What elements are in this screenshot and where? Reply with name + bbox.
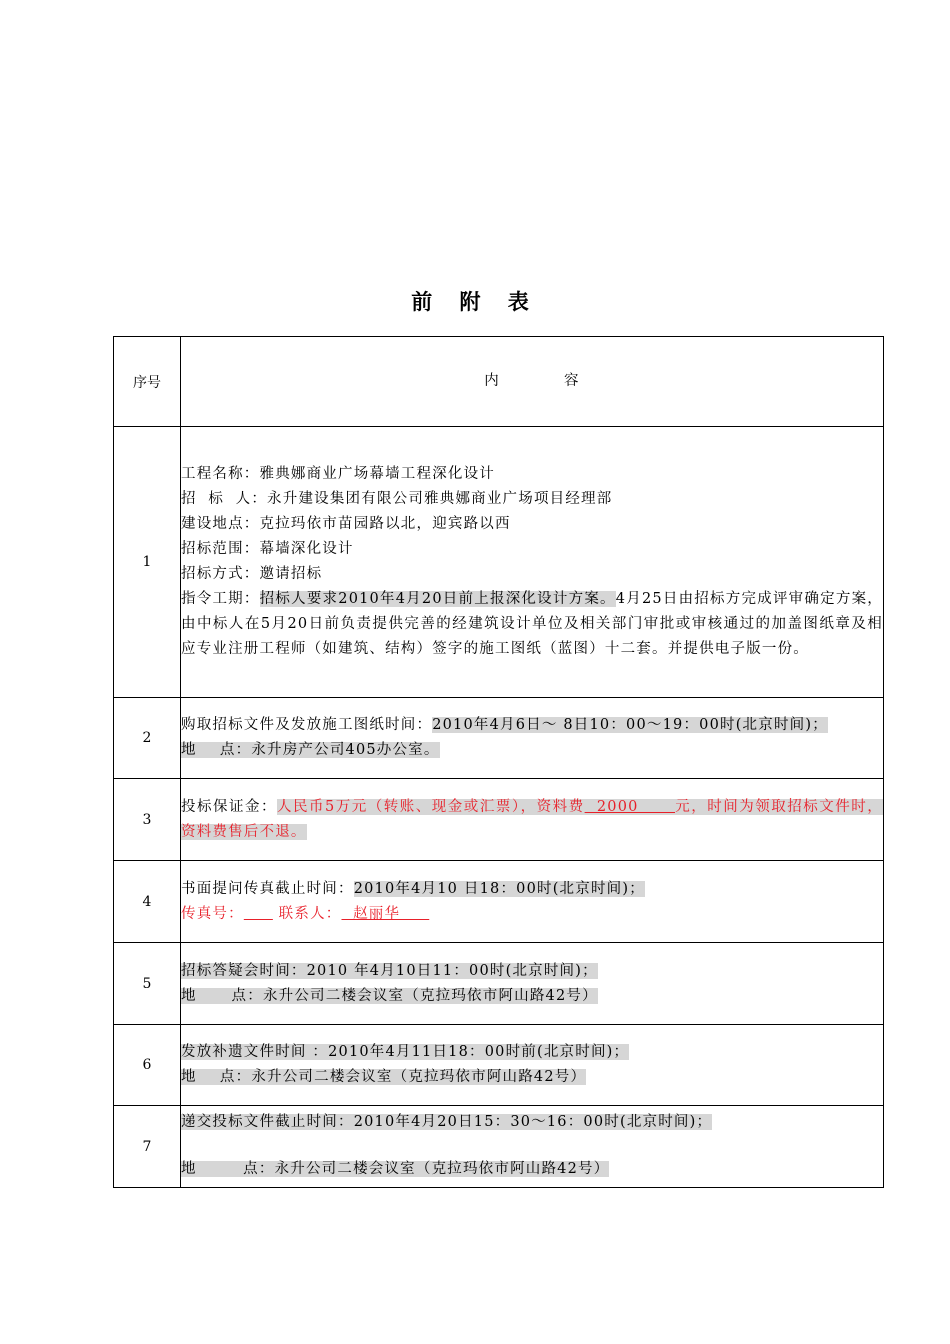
method-value: 邀请招标 — [259, 566, 323, 582]
deposit-note: 元，时间为领取招标文件时，资料费售后不退。 — [181, 798, 883, 840]
project-name-value: 雅典娜商业广场幕墙工程深化设计 — [259, 466, 495, 482]
row-content — [181, 779, 884, 861]
scope-value: 幕墙深化设计 — [259, 541, 354, 557]
header-num: 序号 — [114, 337, 181, 427]
table-row-5 — [114, 943, 884, 1025]
contact-label: 联系人： — [278, 905, 342, 922]
tenderer-value: 永升建设集团有限公司雅典娜商业广场项目经理部 — [267, 491, 613, 507]
row-number: 3 — [114, 779, 181, 861]
row-content — [181, 861, 884, 943]
qa-time-line — [181, 959, 883, 984]
row-content — [181, 698, 884, 779]
schedule-label: 指令工期： — [181, 591, 260, 607]
table-row-4 — [114, 861, 884, 943]
submission-deadline-line — [181, 1110, 883, 1135]
row-number: 2 — [114, 698, 181, 779]
addendum-time-value: 发放补遗文件时间 ：2010年4月11日18：00时前(北京时间)； — [181, 1044, 630, 1060]
purchase-location-value: 地 点：永升房产公司405办公室。 — [181, 742, 440, 758]
qa-location-line — [181, 984, 883, 1009]
tenderer-line — [181, 487, 883, 512]
location-label: 建设地点： — [181, 516, 260, 532]
scope-line — [181, 537, 883, 562]
row-content — [181, 427, 884, 698]
row-content — [181, 1025, 884, 1106]
contact-value: 赵丽华 — [341, 905, 430, 922]
row-content — [181, 943, 884, 1025]
tenderer-label: 招 标 人： — [181, 491, 268, 507]
question-deadline-line — [181, 877, 883, 902]
row-number: 1 — [114, 427, 181, 698]
fax-contact-line — [181, 902, 883, 927]
schedule-highlight: 招标人要求2010年4月20日前上报深化设计方案。 — [259, 591, 616, 607]
table-row-1 — [114, 427, 884, 698]
row-number: 4 — [114, 861, 181, 943]
submission-deadline-value: 递交投标文件截止时间：2010年4月20日15：30～16：00时(北京时间)； — [181, 1114, 713, 1130]
method-line — [181, 562, 883, 587]
header-content-b: 容 — [564, 373, 580, 389]
addendum-location-line — [181, 1065, 883, 1090]
submission-location-line — [181, 1157, 883, 1182]
qa-time-value: 招标答疑会时间：2010 年4月10日11：00时(北京时间)； — [181, 962, 598, 979]
question-deadline-label: 书面提问传真截止时间： — [181, 880, 354, 897]
deposit-label: 投标保证金： — [181, 798, 278, 815]
row-number: 5 — [114, 943, 181, 1025]
schedule-paragraph — [181, 587, 883, 662]
table-row-2 — [114, 698, 884, 779]
scope-label: 招标范围： — [181, 541, 260, 557]
deposit-paragraph — [181, 795, 883, 845]
table-row-6 — [114, 1025, 884, 1106]
project-name-line — [181, 462, 883, 487]
fax-value — [244, 906, 273, 922]
header-content-a: 内 — [484, 373, 500, 389]
purchase-time-line — [181, 713, 883, 738]
appendix-table — [113, 336, 884, 1188]
addendum-time-line — [181, 1040, 883, 1065]
method-label: 招标方式： — [181, 566, 260, 582]
addendum-location-value: 地 点：永升公司二楼会议室（克拉玛依市阿山路42号） — [181, 1069, 587, 1085]
location-line — [181, 512, 883, 537]
table-row-7 — [114, 1106, 884, 1188]
purchase-time-value: 2010年4月6日～ 8日10：00～19：00时(北京时间)； — [432, 717, 828, 733]
project-name-label: 工程名称： — [181, 466, 260, 482]
row-number: 7 — [114, 1106, 181, 1188]
table-row-3 — [114, 779, 884, 861]
qa-location-value: 地 点：永升公司二楼会议室（克拉玛依市阿山路42号） — [181, 987, 598, 1004]
fax-label: 传真号： — [181, 905, 244, 922]
purchase-location-line — [181, 738, 883, 763]
question-deadline-value: 2010年4月10 日18：00时(北京时间)； — [353, 880, 645, 897]
row-number: 6 — [114, 1025, 181, 1106]
location-value: 克拉玛依市苗园路以北，迎宾路以西 — [259, 516, 511, 532]
material-fee: 2000 — [584, 798, 676, 815]
row-content — [181, 1106, 884, 1188]
submission-location-value: 地 点：永升公司二楼会议室（克拉玛依市阿山路42号） — [181, 1161, 610, 1177]
purchase-time-label: 购取招标文件及发放施工图纸时间： — [181, 717, 433, 733]
header-content — [181, 337, 884, 427]
deposit-value: 人民币5万元（转账、现金或汇票），资料费 — [277, 798, 585, 815]
page-title: 前 附 表 — [411, 290, 539, 314]
schedule-rest: 4月25日由招标方完成评审确定方案，由中标人在5月20日前负责提供完善的经建筑设计单位及相关部门审批或审核通过的加盖图纸章及相应专业注册工程师（如建筑、结构）签字的施工图纸（蓝图）十二套。并提供电子版一份。 — [181, 591, 884, 657]
table-header-row — [114, 337, 884, 427]
